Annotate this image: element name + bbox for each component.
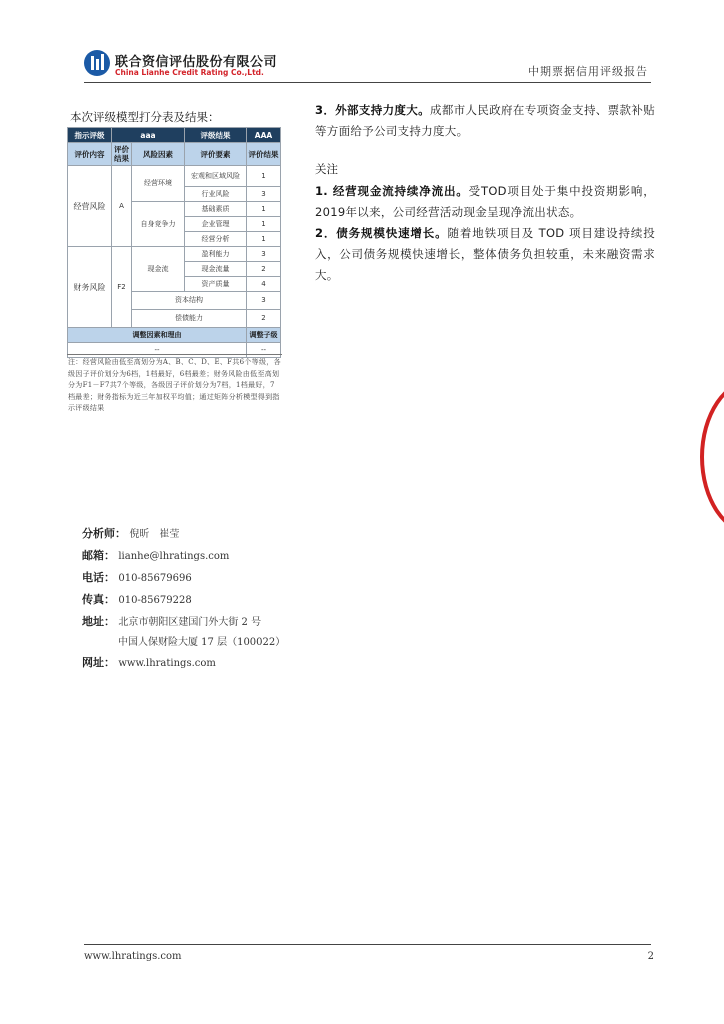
company-seal-stamp [700,378,724,536]
table-cell: F2 [112,247,132,328]
table-cell: 2 [247,262,281,277]
email-label: 邮箱： [82,549,115,562]
analyst-value: 倪昕 崔莹 [129,529,180,540]
table-header-cell: 评价结果 [112,143,132,166]
focus-title: 关注 [315,162,338,176]
email-value[interactable]: lianhe@lhratings.com [118,551,230,562]
table-cell: 经营风险 [68,166,112,247]
table-cell: 1 [247,202,281,217]
rating-model-table [67,127,280,358]
table-row [68,128,281,143]
table-cell: -- [68,343,247,358]
table-cell: 调整因素和理由 [68,328,247,343]
support-heading: 3．外部支持力度大。 [315,103,430,117]
table-cell: 偿债能力 [132,310,247,328]
table-cell: 3 [247,247,281,262]
phone-label: 电话： [82,571,115,584]
phone-value: 010-85679696 [118,573,192,584]
table-note: 注：经营风险由低至高划分为A、B、C、D、E、F共6个等级，各级因子评价划分为6档，1档最好，6档最差；财务风险由低至高划分为F1－F7共7个等级，各级因子评价划分为7档，1档最好，7档最差；财务指标为近三年加权平均值；通过矩阵分析模型得到指示评级结果 [68,358,281,413]
table-cell: 评级结果 [185,128,247,143]
report-title: 中期票据信用评级报告 [528,65,648,78]
table-cell: 经营分析 [185,232,247,247]
table-cell: 3 [247,187,281,202]
table-cell: aaa [112,128,185,143]
fax-value: 010-85679228 [118,595,192,606]
table-cell: AAA [247,128,281,143]
table-row [68,166,281,187]
analyst-label: 分析师： [82,527,126,540]
table-cell: 1 [247,166,281,187]
table-cell: 资本结构 [132,292,247,310]
note-divider [67,354,282,355]
concern-2-heading: 2．债务规模快速增长。 [315,226,448,240]
table-cell: 1 [247,217,281,232]
concern-paragraph-2 [315,223,655,286]
table-header-row [68,143,281,166]
address-label: 地址： [82,615,115,628]
table-cell: 现金流量 [185,262,247,277]
table-cell: 现金流 [132,247,185,292]
contact-website [82,654,216,670]
support-paragraph [315,100,655,142]
table-cell: 资产质量 [185,277,247,292]
company-logo-icon [84,50,110,76]
concern-2-body: 随着地铁项目及 TOD 项目建设持续投入，公司债务规模快速增长，整体债务负担较重，未来融资需求大。 [315,226,655,282]
table-cell: 3 [247,292,281,310]
contact-phone [82,569,192,585]
concern-1-body: 受TOD项目处于集中投资期影响，2019年以来，公司经营活动现金呈现净流出状态。 [315,184,656,219]
company-name-cn: 联合资信评估股份有限公司 [115,55,278,70]
contact-address [82,613,261,629]
concern-1-heading: 1. 经营现金流持续净流出。 [315,184,469,198]
table-cell: 基础素质 [185,202,247,217]
address-line-2: 中国人保财险大厦 17 层（100022） [118,637,286,648]
website-label: 网址： [82,656,115,669]
table-cell: 调整子级 [247,328,281,343]
table-cell: -- [247,343,281,358]
table-row [68,328,281,343]
footer-divider [84,944,651,945]
table-cell: 盈利能力 [185,247,247,262]
table-cell: 财务风险 [68,247,112,328]
table-cell: A [112,166,132,247]
header-divider [84,82,651,83]
table-cell: 企业管理 [185,217,247,232]
contact-analyst [82,525,179,541]
table-cell: 宏观和区域风险 [185,166,247,187]
table-cell: 2 [247,310,281,328]
table-cell: 4 [247,277,281,292]
contact-fax [82,591,192,607]
contact-email [82,547,229,563]
concern-paragraph-1 [315,181,655,223]
table-row [68,247,281,262]
table-header-cell: 风险因素 [132,143,185,166]
table-row [68,343,281,358]
support-body: 成都市人民政府在专项资金支持、票款补贴等方面给予公司支持力度大。 [315,103,655,138]
table-header-cell: 评价结果 [247,143,281,166]
footer-url[interactable]: www.lhratings.com [84,951,182,962]
table-cell: 1 [247,232,281,247]
table-cell: 自身竞争力 [132,202,185,247]
website-value[interactable]: www.lhratings.com [118,658,216,669]
company-name-en: China Lianhe Credit Rating Co.,Ltd. [115,68,264,77]
contact-address-line-2 [118,633,285,648]
table-cell: 指示评级 [68,128,112,143]
table-cell: 经营环境 [132,166,185,202]
fax-label: 传真： [82,593,115,606]
address-line-1: 北京市朝阳区建国门外大街 2 号 [118,617,262,628]
table-header-cell: 评价要素 [185,143,247,166]
table-header-cell: 评价内容 [68,143,112,166]
table-cell: 行业风险 [185,187,247,202]
page-number: 2 [647,951,654,962]
model-section-title: 本次评级模型打分表及结果： [70,110,220,124]
